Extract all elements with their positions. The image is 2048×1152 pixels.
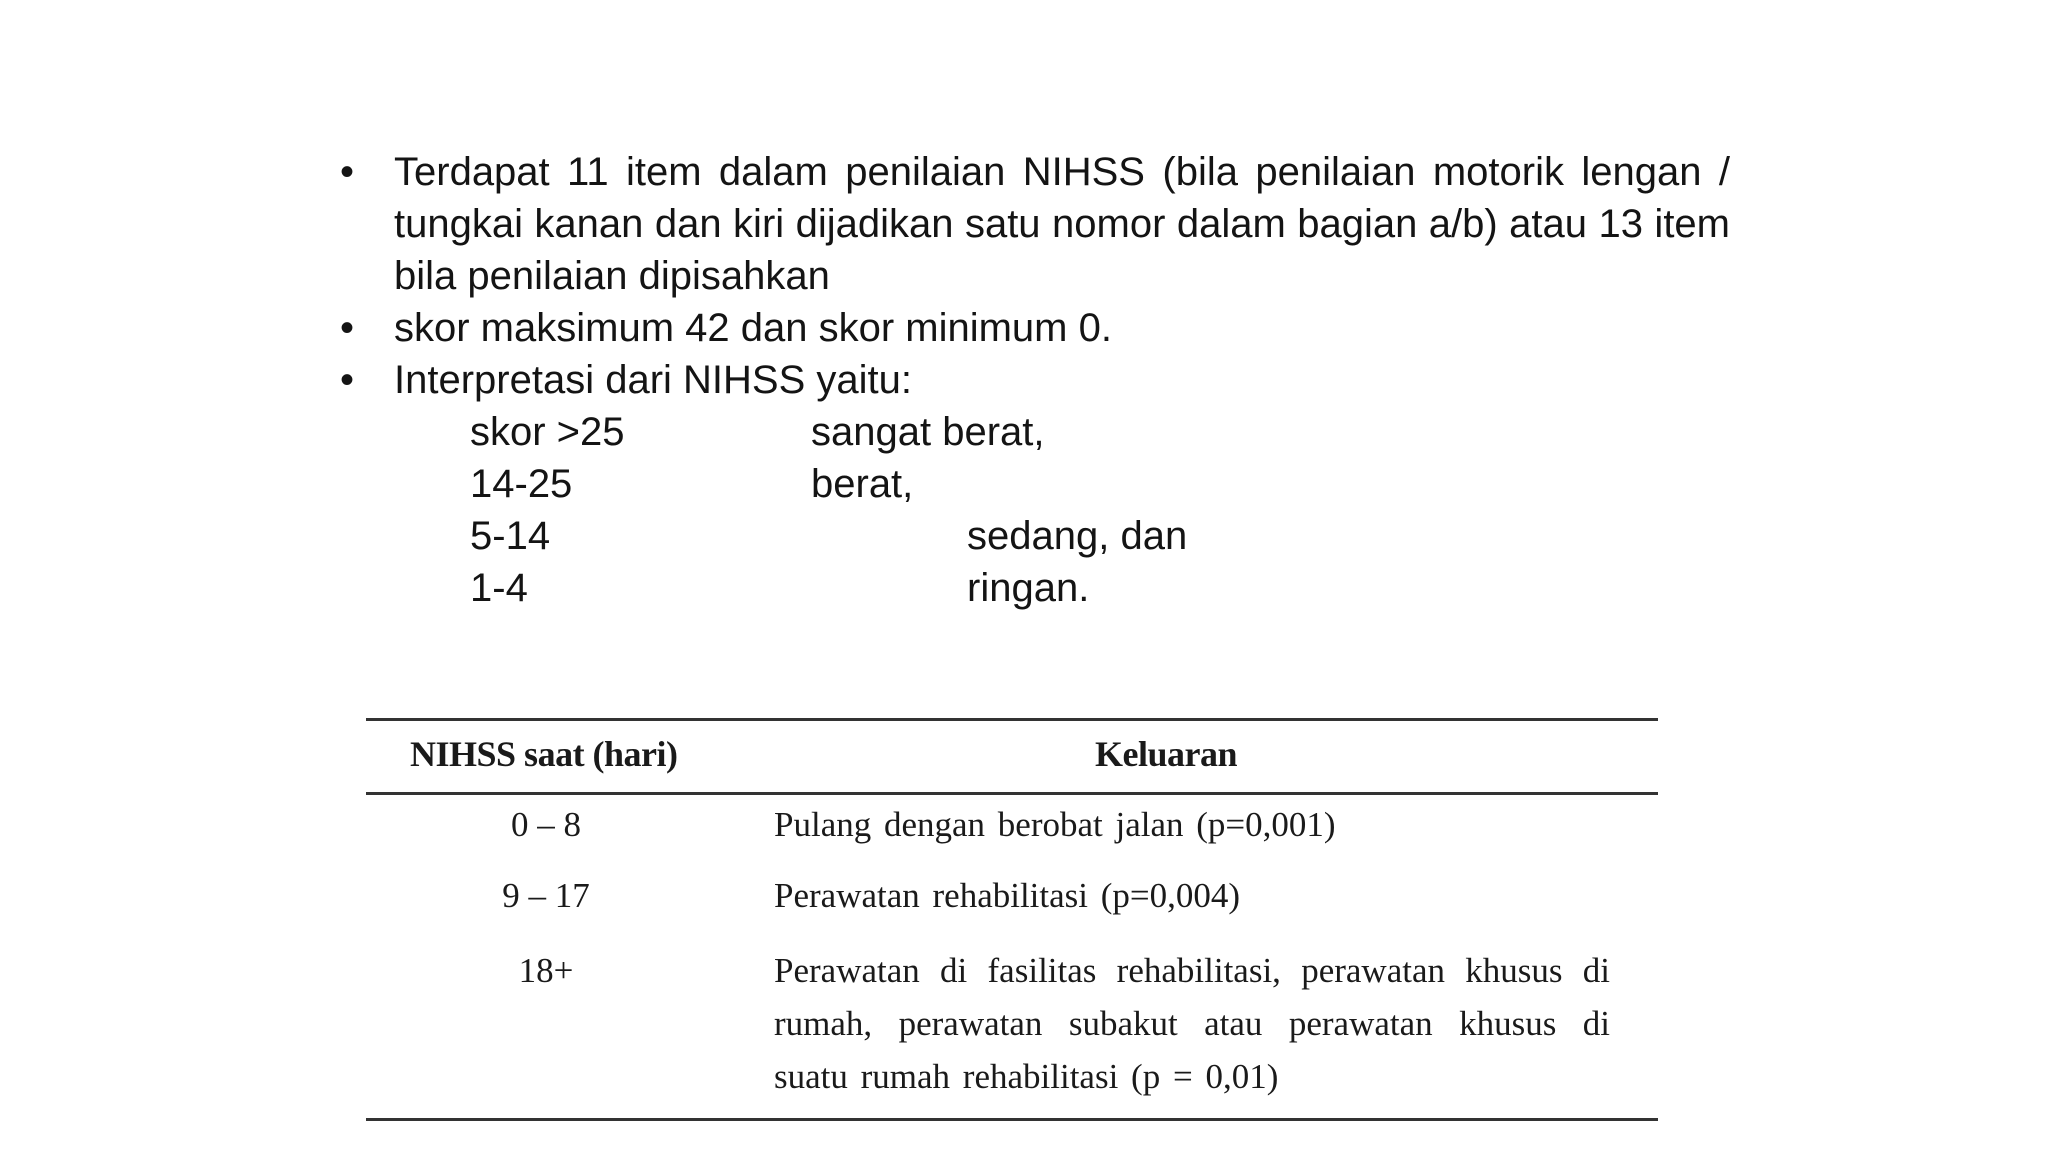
bullet-text: skor maksimum 42 dan skor minimum 0.: [394, 306, 1112, 350]
interpretation-label: sangat berat,: [811, 410, 1045, 454]
interpretation-range: 14-25: [470, 462, 573, 506]
interpretation-label: berat,: [811, 462, 914, 506]
bullet-text: Terdapat 11 item dalam penilaian NIHSS (bila penilaian motorik lengan / tungkai kanan dan kiri dijadikan satu nomor dalam bagian a/b) atau 13 item bila penilaian dipisahkan: [394, 150, 1730, 298]
interpretation-label: ringan.: [967, 566, 1090, 610]
interpretation-range: 5-14: [470, 514, 551, 558]
interpretation-list: [340, 406, 1730, 614]
bullet-item: [340, 354, 1730, 406]
table-cell-score: 9 – 17: [502, 876, 590, 915]
interpretation-label: sedang, dan: [967, 514, 1188, 558]
bullet-text: Interpretasi dari NIHSS yaitu:: [394, 358, 912, 402]
bullet-item: [340, 146, 1730, 302]
table-top-rule: [366, 718, 1658, 721]
bullet-item: [340, 302, 1730, 354]
bullet-marker: •: [340, 150, 355, 194]
table-header-rule: [366, 792, 1658, 795]
table-header-outcome: Keluaran: [1094, 734, 1237, 774]
bullet-marker: •: [340, 306, 355, 350]
table-cell-outcome: Pulang dengan berobat jalan (p=0,001): [774, 805, 1336, 844]
interpretation-range: skor >25: [470, 410, 625, 454]
bullet-list: [340, 146, 1730, 614]
bullet-marker: •: [340, 358, 355, 402]
table-cell-outcome: Perawatan di fasilitas rehabilitasi, perawatan khusus di rumah, perawatan subakut atau perawatan khusus di suatu rumah rehabilitasi (p = 0,01): [774, 951, 1610, 1096]
interpretation-range: 1-4: [470, 566, 528, 610]
table-bottom-rule: [366, 1118, 1658, 1121]
table-cell-outcome: Perawatan rehabilitasi (p=0,004): [774, 876, 1241, 915]
table-cell-score: 0 – 8: [511, 805, 581, 844]
table-header-score: NIHSS saat (hari): [410, 734, 678, 774]
table-cell-score: 18+: [518, 951, 574, 990]
